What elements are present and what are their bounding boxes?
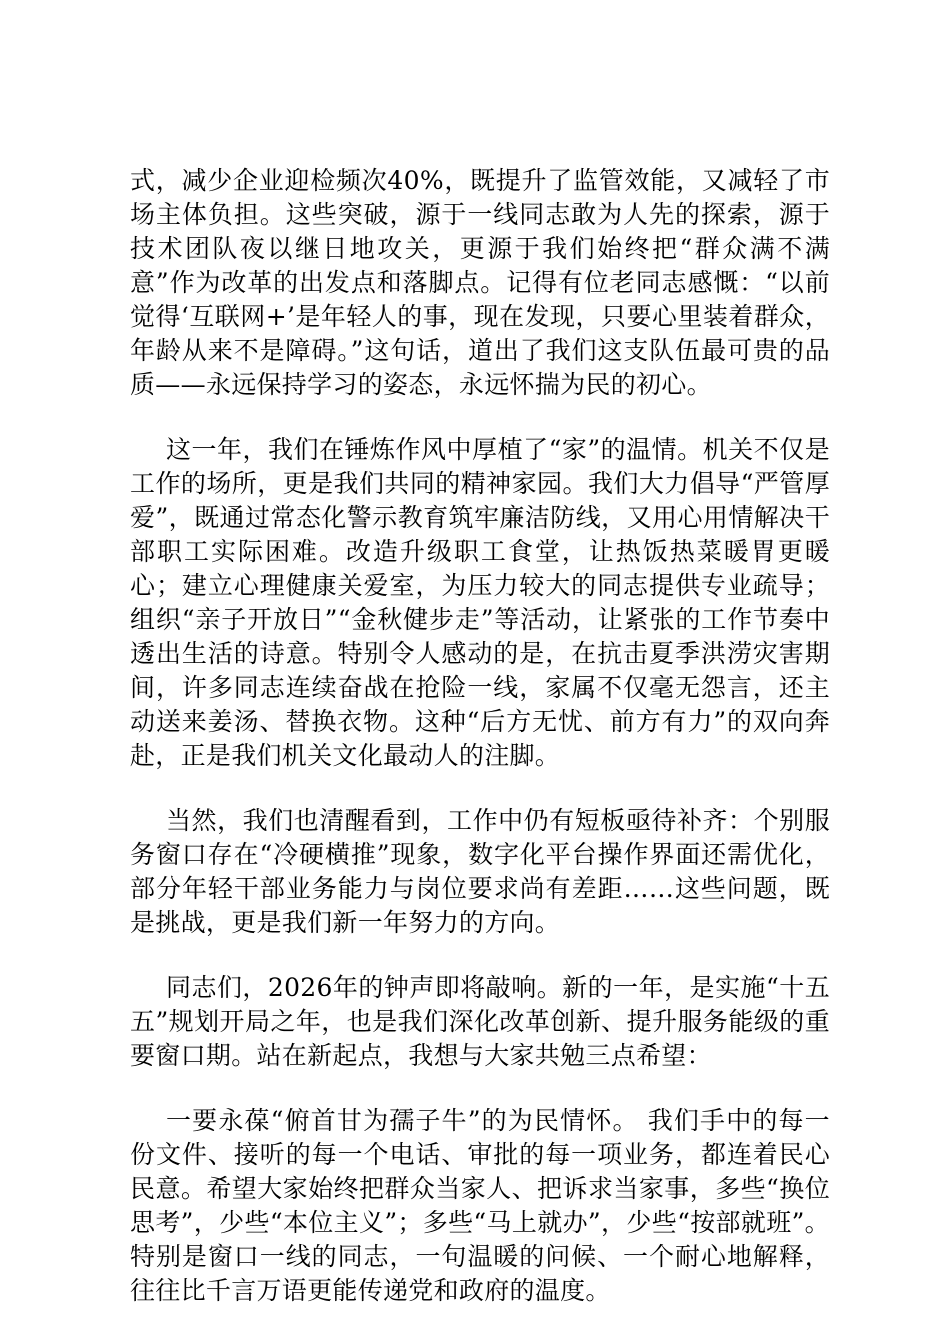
paragraph-reform-results: 式，减少企业迎检频次40%，既提升了监管效能，又减轻了市场主体负担。这些突破，源于一线同志敢为人先的探索，源于技术团队夜以继日地攻关，更源于我们始终把“群众满不满意”作为改革的出发点和落脚点。记得有位老同志感慨：“以前觉得‘互联网+’是年轻人的事，现在发现，只要心里装着群众，年龄从来不是障碍。”这句话，道出了我们这支队伍最可贵的品质——永远保持学习的姿态，永远怀揣为民的初心。 [130, 166, 830, 399]
paragraph-new-year: 同志们，2026年的钟声即将敲响。新的一年，是实施“十五五”规划开局之年，也是我们深化改革创新、提升服务能级的重要窗口期。站在新起点，我想与大家共勉三点希望： [130, 973, 830, 1070]
paragraph-work-style: 这一年，我们在锤炼作风中厚植了“家”的温情。机关不仅是工作的场所，更是我们共同的精神家园。我们大力倡导“严管厚爱”，既通过常态化警示教育筑牢廉洁防线，又用心用情解决干部职工实际困难。改造升级职工食堂，让热饭热菜暖胃更暖心；建立心理健康关爱室，为压力较大的同志提供专业疏导；组织“亲子开放日”“金秋健步走”等活动，让紧张的工作节奏中透出生活的诗意。特别令人感动的是，在抗击夏季洪涝灾害期间，许多同志连续奋战在抢险一线，家属不仅毫无怨言，还主动送来姜汤、替换衣物。这种“后方无忧、前方有力”的双向奔赴，正是我们机关文化最动人的注脚。 [130, 435, 830, 770]
document-page [130, 164, 830, 1339]
paragraph-first-hope: 一要永葆“俯首甘为孺子牛”的为民情怀。 我们手中的每一份文件、接听的每一个电话、审批的每一项业务，都连着民心民意。希望大家始终把群众当家人、把诉求当家事，多些“换位思考”，少些“本位主义”；多些“马上就办”，少些“按部就班”。特别是窗口一线的同志，一句温暖的问候、一个耐心地解释，往往比千言万语更能传递党和政府的温度。 [130, 1106, 830, 1305]
paragraph-shortcomings: 当然，我们也清醒看到，工作中仍有短板亟待补齐：个别服务窗口存在“冷硬横推”现象，数字化平台操作界面还需优化，部分年轻干部业务能力与岗位要求尚有差距……这些问题，既是挑战，更是我们新一年努力的方向。 [130, 806, 830, 937]
